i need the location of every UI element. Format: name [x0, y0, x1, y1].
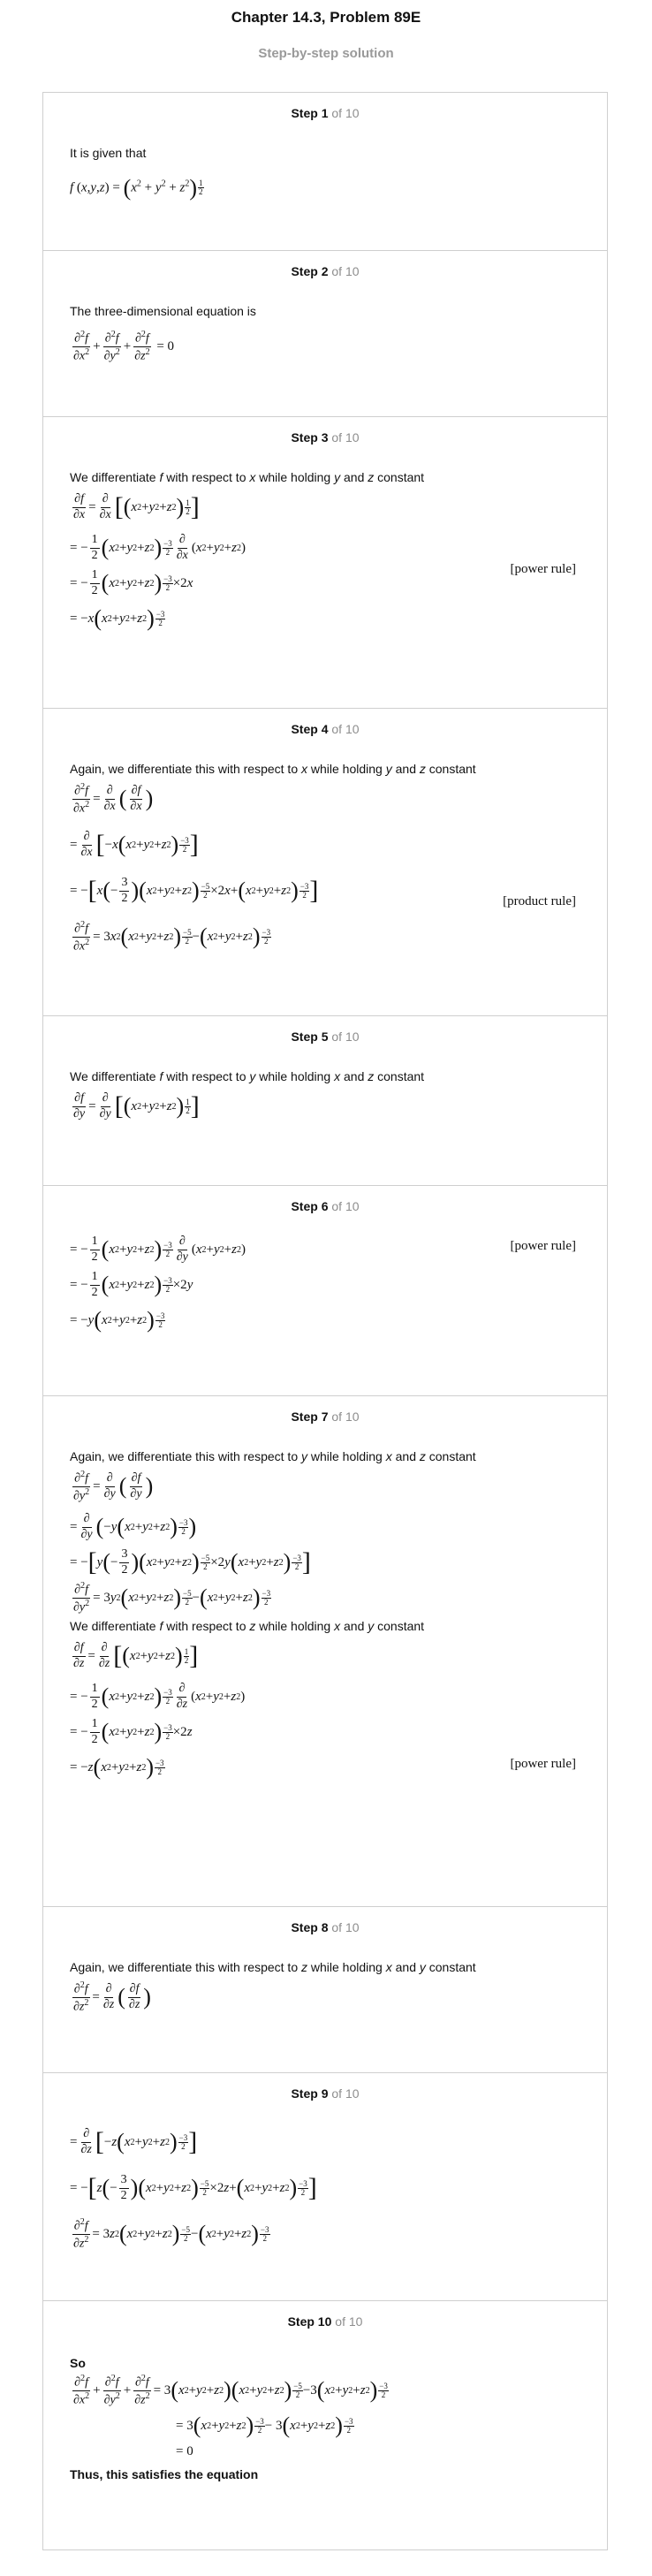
step-card-6 — [42, 1186, 608, 1396]
conclusion-text: Thus, this satisfies the equation — [70, 2467, 259, 2481]
step-card-5 — [42, 1016, 608, 1186]
equation: = − 1 2 ( x 2 + y 2 + z 2 ) −3 2 ∂ ∂z ( x 2 + y 2 + z 2 ) — [70, 1682, 246, 1711]
step-body — [70, 2119, 589, 2257]
equation: ∂f ∂y = ∂ ∂y [ ( x 2 + y 2 + z 2 ) 1 2 ] — [73, 1091, 200, 1121]
equation: = − y ( x 2 + y 2 + z 2 ) −3 2 — [70, 1307, 165, 1333]
equation: = − [ z ( − 3 2 ) ( x 2 + y 2 + z 2 ) −5 2 ×2 z + ( x 2 + y 2 + z 2 ) −3 2 ] — [70, 2173, 317, 2202]
step-text: Again, we differentiate this with respect to z while holding x and y constant — [70, 1960, 476, 1974]
step-heading: Step 8 of 10 — [291, 1920, 360, 1934]
equation: = − [ x ( − 3 2 ) ( x 2 + y 2 + z 2 ) −5 2 ×2 x + ( x 2 + y 2 + z 2 ) −3 2 ] — [70, 876, 319, 905]
step-body — [70, 1449, 589, 1785]
step-body — [70, 2356, 589, 2481]
step-card-7 — [42, 1396, 608, 1907]
equation: = − 1 2 ( x 2 + y 2 + z 2 ) −3 2 ×2 z — [70, 1717, 193, 1746]
rule-label: [power rule] — [510, 1757, 576, 1771]
step-heading: Step 7 of 10 — [291, 1410, 360, 1424]
equation: ∂$^2$f $\partial x^2$ + ∂$^2$f $\partial y^2$ + ∂$^2$f $\partial z^2$ = 3 ( x 2 + y 2 + z 2 ) ( x 2 + y 2 + z 2 ) −5 2 −3 ( x 2 + y 2 + z 2 ) −3 2 — [73, 2373, 388, 2407]
step-heading: Step 10 of 10 — [287, 2314, 363, 2329]
step-body — [70, 470, 589, 636]
rule-label: [product rule] — [503, 894, 576, 908]
step-text: It is given that — [70, 146, 147, 160]
step-card-1 — [42, 92, 608, 251]
step-heading: Step 4 of 10 — [291, 722, 360, 736]
step-text: We differentiate f with respect to y while holding x and z constant — [70, 1069, 425, 1083]
rule-label: [power rule] — [510, 1239, 576, 1253]
equation: = − x ( x 2 + y 2 + z 2 ) −3 2 — [70, 605, 165, 631]
equation: = − 1 2 ( x 2 + y 2 + z 2 ) −3 2 ∂ ∂y ( x 2 + y 2 + z 2 ) — [70, 1235, 246, 1264]
equation: = ∂ ∂z [ − z ( x 2 + y 2 + z 2 ) −3 2 ] — [70, 2127, 198, 2156]
page-subtitle: Step-by-step solution — [258, 46, 394, 61]
equation: = ∂ ∂x [ − x ( x 2 + y 2 + z 2 ) −3 2 ] — [70, 830, 199, 859]
equation: ∂$^2$f $\partial z^2$ = ∂ ∂z ( ∂f ∂z ) — [73, 1979, 151, 2014]
equation: f $(x,y,z) = (x^2 + y^2 + z^2)$ $\frac{1}{2}$ — [70, 175, 203, 201]
step-body — [70, 1960, 589, 2020]
page-title: Chapter 14.3, Problem 89E — [231, 9, 421, 26]
step-body — [70, 1069, 589, 1129]
step-heading: Step 5 of 10 — [291, 1030, 360, 1044]
equation: ∂$^2$f $\partial y^2$ = ∂ ∂y ( ∂f ∂y ) — [73, 1469, 154, 1503]
step-heading: Step 6 of 10 — [291, 1199, 360, 1213]
step-heading: Step 9 of 10 — [291, 2086, 360, 2101]
step-heading: Step 3 of 10 — [291, 430, 360, 445]
step-text: The three-dimensional equation is — [70, 304, 256, 318]
equation: ∂$^2$f $\partial x^2$ = 3 x 2 ( x 2 + y 2 + z 2 ) −5 2 − ( x 2 + y 2 + z 2 ) −3 2 — [73, 919, 271, 954]
equation: = 0 — [176, 2443, 193, 2458]
step-text: Again, we differentiate this with respect to y while holding x and z constant — [70, 1449, 476, 1463]
step-text: We differentiate f with respect to x while holding y and z constant — [70, 470, 425, 484]
step-text: We differentiate f with respect to z while holding x and y constant — [70, 1619, 425, 1633]
equation: ∂$^2$f $\partial y^2$ = 3 y 2 ( x 2 + y 2 + z 2 ) −5 2 − ( x 2 + y 2 + z 2 ) −3 2 — [73, 1580, 271, 1615]
step-card-4 — [42, 709, 608, 1016]
equation: ∂$^2$f $\partial x^2$ + ∂$^2$f $\partial y^2$ + ∂$^2$f $\partial z^2$ = 0 — [73, 329, 175, 363]
equation: = − z ( x 2 + y 2 + z 2 ) −3 2 — [70, 1754, 164, 1780]
equation: ∂f ∂x = ∂ ∂x [ ( x 2 + y 2 + z 2 ) 1 2 ] — [73, 492, 200, 521]
step-card-10 — [42, 2301, 608, 2550]
step-body — [70, 762, 589, 960]
step-text: Again, we differentiate this with respect to x while holding y and z constant — [70, 762, 476, 776]
step-card-9 — [42, 2073, 608, 2301]
step-heading: Step 1 of 10 — [291, 106, 360, 120]
equation: ∂$^2$f $\partial z^2$ = 3 z 2 ( x 2 + y 2 + z 2 ) −5 2 − ( x 2 + y 2 + z 2 ) −3 2 — [73, 2216, 269, 2251]
step-body — [70, 304, 589, 369]
equation: = ∂ ∂y ( − y ( x 2 + y 2 + z 2 ) −3 2 ) — [70, 1512, 197, 1541]
step-body — [70, 146, 589, 206]
rule-label: [power rule] — [510, 562, 576, 576]
step-card-3 — [42, 417, 608, 709]
step-card-2 — [42, 251, 608, 417]
equation: ∂f ∂z = ∂ ∂z [ ( x 2 + y 2 + z 2 ) 1 2 ] — [73, 1641, 199, 1670]
step-text: So — [70, 2356, 86, 2370]
equation: = − [ y ( − 3 2 ) ( x 2 + y 2 + z 2 ) −5 2 ×2 y ( x 2 + y 2 + z 2 ) −3 2 ] — [70, 1547, 311, 1577]
step-card-8 — [42, 1907, 608, 2073]
equation: = − 1 2 ( x 2 + y 2 + z 2 ) −3 2 ×2 y — [70, 1270, 193, 1299]
equation: = − 1 2 ( x 2 + y 2 + z 2 ) −3 2 ∂ ∂x ( x 2 + y 2 + z 2 ) — [70, 533, 246, 562]
equation: ∂$^2$f $\partial x^2$ = ∂ ∂x ( ∂f ∂x ) — [73, 781, 154, 816]
step-heading: Step 2 of 10 — [291, 264, 360, 278]
equation: = 3 ( x 2 + y 2 + z 2 ) −3 2 − 3 ( x 2 + y 2 + z 2 ) −3 2 — [176, 2413, 353, 2438]
equation: = − 1 2 ( x 2 + y 2 + z 2 ) −3 2 ×2 x — [70, 568, 193, 597]
